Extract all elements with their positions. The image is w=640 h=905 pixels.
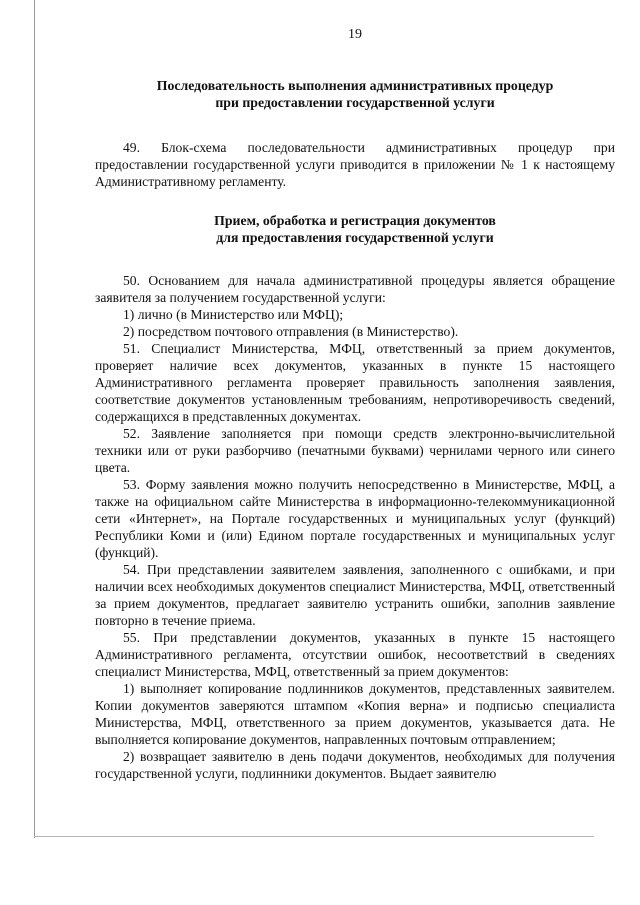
section-heading-line: Прием, обработка и регистрация документов [214, 213, 496, 228]
page-number: 19 [348, 27, 362, 42]
paragraph-55-item-2: 2) возвращает заявителю в день подачи документов, необходимых для получения государственной услуги, подлинники документов. Выдает заявителю [95, 749, 615, 781]
paragraph-51: 51. Специалист Министерства, МФЦ, ответственный за прием документов, проверяет наличие всех документов, указанных в пункте 15 настоящего Административного регламента проверяет правильность заполнения заявления, соответствие документов установленным требованиям, непротиворечивость сведений, содержащихся в представленных документах. [95, 341, 615, 424]
paragraph-54: 54. При представлении заявителем заявления, заполненного с ошибками, и при наличии всех необходимых документов специалист Министерства, МФЦ, ответственный за прием документов, предлагает заявителю устранить ошибки, заполнив заявление повторно в течение приема. [95, 562, 615, 628]
section-heading-procedures [95, 77, 615, 111]
section-heading-reception [95, 212, 615, 246]
left-margin-rule [34, 0, 35, 838]
paragraph-55-item-1: 1) выполняет копирование подлинников документов, представленных заявителем. Копии документов заверяются штампом «Копия верна» и подписью специалиста Министерства, МФЦ, ответственного за прием документов, указывается дата. Не выполняется копирование документов, направленных почтовым отправлением; [95, 681, 615, 747]
paragraph-52: 52. Заявление заполняется при помощи средств электронно-вычислительной техники или от руки разборчиво (печатными буквами) чернилами черного или синего цвета. [95, 426, 615, 475]
section-heading-line: при предоставлении государственной услуги [215, 95, 495, 110]
document-page [95, 26, 615, 782]
section-heading-line: для предоставления государственной услуги [216, 230, 494, 245]
paragraph-50: 50. Основанием для начала административной процедуры является обращение заявителя за получением государственной услуги: [95, 273, 615, 305]
paragraph-49: 49. Блок-схема последовательности административных процедур при предоставлении государственной услуги приводится в приложении № 1 к настоящему Административному регламенту. [95, 140, 615, 189]
paragraph-55: 55. При представлении документов, указанных в пункте 15 настоящего Административного регламента, отсутствии ошибок, несоответствий в сведениях специалист Министерства, МФЦ, ответственный за прием документов: [95, 630, 615, 679]
paragraph-50-item-2: 2) посредством почтового отправления (в Министерство). [123, 324, 459, 339]
paragraph-50-item-1: 1) лично (в Министерство или МФЦ); [123, 307, 344, 322]
bottom-margin-rule [34, 836, 594, 837]
section-heading-line: Последовательность выполнения административных процедур [156, 78, 554, 93]
paragraph-53: 53. Форму заявления можно получить непосредственно в Министерстве, МФЦ, а также на официальном сайте Министерства в информационно-телекоммуникационной сети «Интернет», на Портале государственных и муниципальных услуг (функций) Республики Коми и (или) Едином портале государственных и муниципальных услуг (функций). [95, 477, 615, 560]
